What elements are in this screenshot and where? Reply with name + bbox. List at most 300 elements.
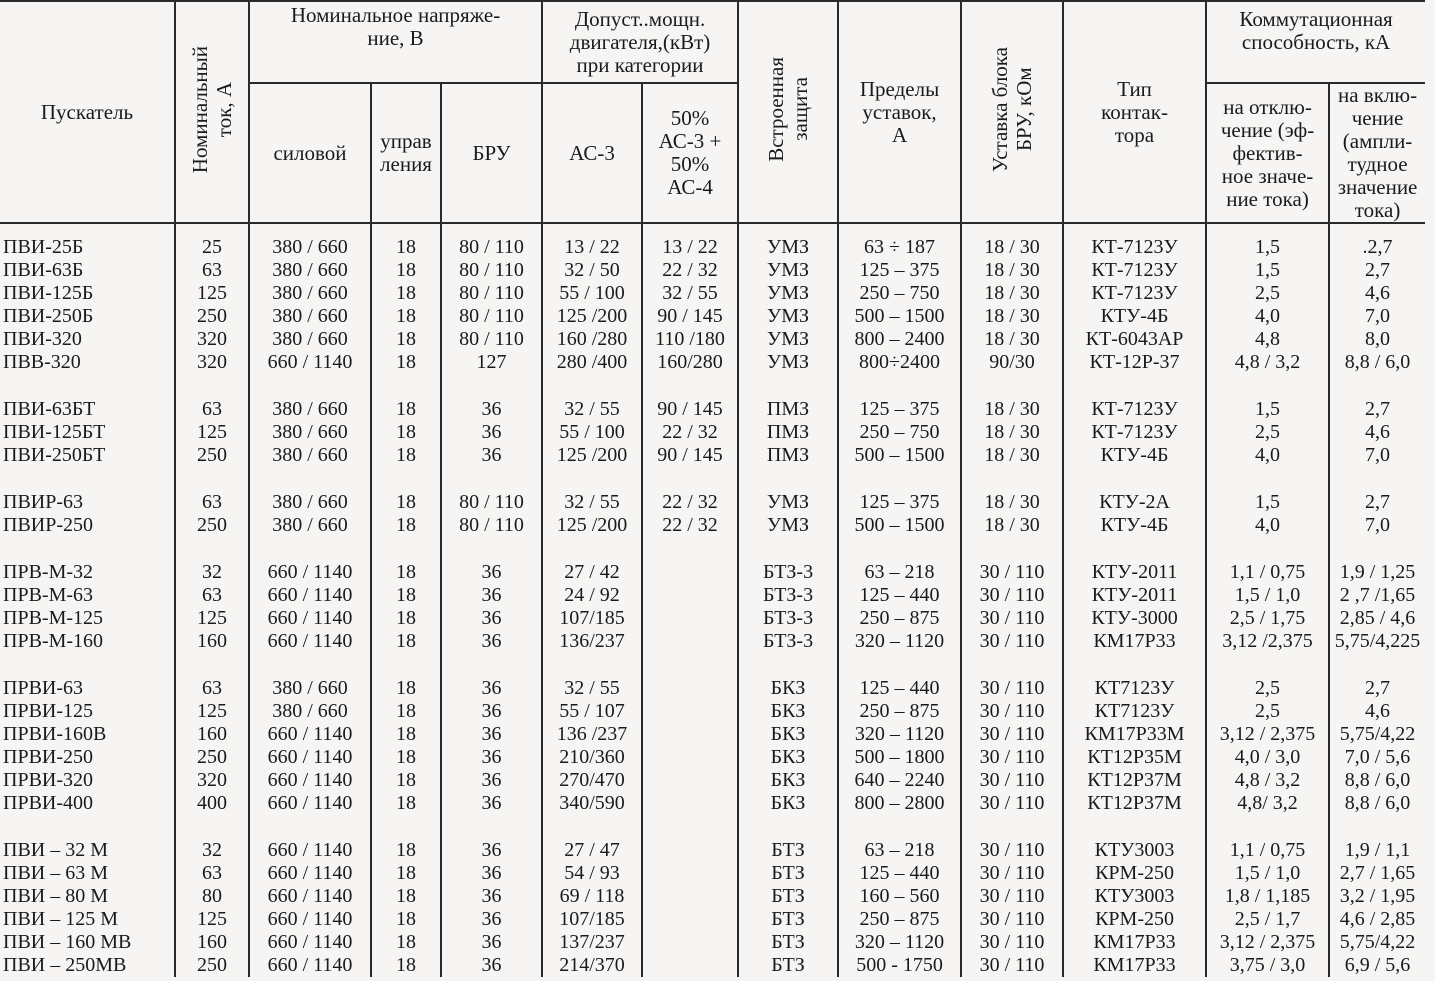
protection: БТЗ-3	[738, 607, 838, 630]
protection: БТЗ	[738, 954, 838, 977]
spacer-cell	[0, 223, 175, 236]
power-ac3: 125 /200	[542, 305, 642, 328]
voltage-power: 660 / 1140	[249, 723, 371, 746]
power-ac3: 13 / 22	[542, 236, 642, 259]
header-making: на вклю- чение (ампли- тудное значение тока)	[1329, 83, 1425, 223]
header-voltage-control: управ ления	[371, 83, 441, 223]
breaking-capacity: 2,5	[1206, 282, 1329, 305]
spacer-cell	[1063, 223, 1206, 236]
table-row	[0, 561, 1425, 584]
protection: БТЗ	[738, 908, 838, 931]
header-switching-capacity: Коммутационная способность, кА	[1206, 1, 1425, 83]
making-capacity: 8,8 / 6,0	[1329, 351, 1425, 374]
bru-setting: 30 / 110	[961, 630, 1063, 653]
spacer-cell	[1206, 467, 1329, 491]
power-ac3: 136 /237	[542, 723, 642, 746]
header-rated-current: Номинальный ток, А	[175, 1, 249, 223]
voltage-bru: 36	[441, 630, 542, 653]
setting-limits: 800÷2400	[838, 351, 961, 374]
voltage-power: 380 / 660	[249, 514, 371, 537]
table-row	[0, 444, 1425, 467]
making-capacity: 5,75/4,22	[1329, 931, 1425, 954]
table-row	[0, 954, 1425, 977]
group-spacer	[0, 467, 1425, 491]
rated-current: 32	[175, 561, 249, 584]
rated-current: 160	[175, 931, 249, 954]
voltage-control: 18	[371, 862, 441, 885]
bru-setting: 30 / 110	[961, 954, 1063, 977]
making-capacity: 4,6	[1329, 421, 1425, 444]
table-body	[0, 223, 1425, 977]
starter-name: ПВИ-250Б	[0, 305, 175, 328]
spacer-cell	[175, 537, 249, 561]
breaking-capacity: 4,0	[1206, 444, 1329, 467]
starter-name: ПВИР-250	[0, 514, 175, 537]
starter-name: ПРВИ-320	[0, 769, 175, 792]
contactor-type: КМ17Р33	[1063, 630, 1206, 653]
bru-setting: 18 / 30	[961, 398, 1063, 421]
spacer-cell	[1206, 815, 1329, 839]
spacer-cell	[642, 467, 738, 491]
voltage-power: 660 / 1140	[249, 769, 371, 792]
starter-name: ПВИ-63Б	[0, 259, 175, 282]
voltage-power: 380 / 660	[249, 700, 371, 723]
power-ac3-ac4: 32 / 55	[642, 282, 738, 305]
rated-current: 320	[175, 351, 249, 374]
starter-name: ПВИ-125Б	[0, 282, 175, 305]
voltage-bru: 36	[441, 398, 542, 421]
table-row	[0, 746, 1425, 769]
contactor-type: КТ-7123У	[1063, 236, 1206, 259]
spacer-cell	[249, 653, 371, 677]
setting-limits: 250 – 750	[838, 282, 961, 305]
power-ac3: 27 / 47	[542, 839, 642, 862]
table-row	[0, 584, 1425, 607]
voltage-bru: 36	[441, 444, 542, 467]
spacer-cell	[738, 653, 838, 677]
power-ac3-ac4	[642, 954, 738, 977]
power-ac3-ac4	[642, 908, 738, 931]
spacer-cell	[642, 815, 738, 839]
voltage-control: 18	[371, 677, 441, 700]
table-row	[0, 328, 1425, 351]
making-capacity: 2,7	[1329, 677, 1425, 700]
voltage-control: 18	[371, 885, 441, 908]
power-ac3: 107/185	[542, 607, 642, 630]
voltage-power: 380 / 660	[249, 491, 371, 514]
voltage-bru: 36	[441, 839, 542, 862]
power-ac3: 55 / 100	[542, 282, 642, 305]
spacer-cell	[175, 223, 249, 236]
table-row	[0, 769, 1425, 792]
contactor-type: КМ17Р33	[1063, 931, 1206, 954]
making-capacity: 4,6	[1329, 282, 1425, 305]
voltage-power: 660 / 1140	[249, 839, 371, 862]
voltage-bru: 80 / 110	[441, 328, 542, 351]
power-ac3-ac4: 160/280	[642, 351, 738, 374]
starter-name: ПВИ – 80 М	[0, 885, 175, 908]
voltage-bru: 80 / 110	[441, 305, 542, 328]
spacer-cell	[371, 815, 441, 839]
power-ac3-ac4: 90 / 145	[642, 398, 738, 421]
table-row	[0, 862, 1425, 885]
protection: БТЗ-3	[738, 630, 838, 653]
setting-limits: 320 – 1120	[838, 630, 961, 653]
voltage-control: 18	[371, 514, 441, 537]
power-ac3: 32 / 55	[542, 677, 642, 700]
making-capacity: 1,9 / 1,25	[1329, 561, 1425, 584]
spacer-cell	[961, 467, 1063, 491]
spacer-cell	[1206, 537, 1329, 561]
header-voltage-bru: БРУ	[441, 83, 542, 223]
spacer-cell	[961, 815, 1063, 839]
contactor-type: КРМ-250	[1063, 908, 1206, 931]
contactor-type: КТ12Р37М	[1063, 769, 1206, 792]
table-row	[0, 908, 1425, 931]
power-ac3: 210/360	[542, 746, 642, 769]
making-capacity: 2,7	[1329, 259, 1425, 282]
contactor-type: КТ12Р35М	[1063, 746, 1206, 769]
rated-current: 63	[175, 259, 249, 282]
rated-current: 160	[175, 723, 249, 746]
voltage-bru: 80 / 110	[441, 236, 542, 259]
voltage-bru: 36	[441, 862, 542, 885]
rated-current: 250	[175, 514, 249, 537]
spacer-cell	[441, 374, 542, 398]
spacer-cell	[1329, 537, 1425, 561]
power-ac3: 280 /400	[542, 351, 642, 374]
making-capacity: 1,9 / 1,1	[1329, 839, 1425, 862]
spacer-cell	[371, 223, 441, 236]
contactor-type: КТУ3003	[1063, 839, 1206, 862]
group-spacer	[0, 815, 1425, 839]
rated-current: 125	[175, 908, 249, 931]
header-bru-setting: Уставка блока БРУ, кОм	[961, 1, 1063, 223]
power-ac3-ac4	[642, 723, 738, 746]
breaking-capacity: 2,5	[1206, 700, 1329, 723]
starter-name: ПВИ – 125 М	[0, 908, 175, 931]
spacer-cell	[175, 467, 249, 491]
voltage-power: 660 / 1140	[249, 630, 371, 653]
voltage-power: 660 / 1140	[249, 351, 371, 374]
spacer-cell	[0, 653, 175, 677]
spacer-cell	[371, 653, 441, 677]
rated-current: 63	[175, 491, 249, 514]
contactor-type: КТУ-3000	[1063, 607, 1206, 630]
voltage-control: 18	[371, 421, 441, 444]
setting-limits: 160 – 560	[838, 885, 961, 908]
bru-setting: 30 / 110	[961, 931, 1063, 954]
group-spacer	[0, 653, 1425, 677]
rated-current: 80	[175, 885, 249, 908]
table-row	[0, 630, 1425, 653]
spacer-cell	[1329, 467, 1425, 491]
breaking-capacity: 4,8/ 3,2	[1206, 792, 1329, 815]
header-motor-power: Допуст..мощн. двигателя,(кВт) при категории	[542, 1, 738, 83]
table-row	[0, 700, 1425, 723]
bru-setting: 30 / 110	[961, 677, 1063, 700]
spacer-cell	[542, 815, 642, 839]
bru-setting: 18 / 30	[961, 514, 1063, 537]
making-capacity: 2 ,7 /1,65	[1329, 584, 1425, 607]
rated-current: 250	[175, 954, 249, 977]
header-protection: Встроенная защита	[738, 1, 838, 223]
voltage-power: 660 / 1140	[249, 908, 371, 931]
bru-setting: 30 / 110	[961, 885, 1063, 908]
spacer-cell	[1329, 223, 1425, 236]
setting-limits: 320 – 1120	[838, 931, 961, 954]
protection: БКЗ	[738, 677, 838, 700]
contactor-type: КТУ-2А	[1063, 491, 1206, 514]
voltage-control: 18	[371, 328, 441, 351]
starter-name: ПРВИ-250	[0, 746, 175, 769]
table-row	[0, 792, 1425, 815]
spacer-cell	[175, 653, 249, 677]
spacer-cell	[961, 223, 1063, 236]
voltage-bru: 36	[441, 421, 542, 444]
setting-limits: 500 - 1750	[838, 954, 961, 977]
header-voltage: Номинальное напряже- ние, В	[249, 1, 542, 83]
voltage-control: 18	[371, 700, 441, 723]
voltage-power: 660 / 1140	[249, 885, 371, 908]
protection: УМЗ	[738, 236, 838, 259]
breaking-capacity: 4,0 / 3,0	[1206, 746, 1329, 769]
spacer-cell	[249, 467, 371, 491]
starter-name: ПРВИ-125	[0, 700, 175, 723]
breaking-capacity: 1,5 / 1,0	[1206, 862, 1329, 885]
spacer-cell	[441, 815, 542, 839]
protection: БТЗ-3	[738, 584, 838, 607]
spacer-cell	[441, 467, 542, 491]
spacer-cell	[0, 467, 175, 491]
spacer-cell	[961, 537, 1063, 561]
spacer-cell	[642, 374, 738, 398]
header-voltage-power: силовой	[249, 83, 371, 223]
rated-current: 125	[175, 607, 249, 630]
spacer-cell	[175, 815, 249, 839]
voltage-bru: 127	[441, 351, 542, 374]
power-ac3: 55 / 107	[542, 700, 642, 723]
voltage-control: 18	[371, 282, 441, 305]
making-capacity: 7,0 / 5,6	[1329, 746, 1425, 769]
rated-current: 250	[175, 746, 249, 769]
voltage-power: 660 / 1140	[249, 584, 371, 607]
setting-limits: 800 – 2800	[838, 792, 961, 815]
power-ac3: 27 / 42	[542, 561, 642, 584]
power-ac3: 69 / 118	[542, 885, 642, 908]
contactor-type: КТУ-4Б	[1063, 444, 1206, 467]
power-ac3: 136/237	[542, 630, 642, 653]
header-setting-limits: Пределы уставок, А	[838, 1, 961, 223]
protection: БКЗ	[738, 723, 838, 746]
breaking-capacity: 3,12 / 2,375	[1206, 931, 1329, 954]
spacer-cell	[1063, 815, 1206, 839]
table-row	[0, 514, 1425, 537]
table-row	[0, 723, 1425, 746]
voltage-control: 18	[371, 746, 441, 769]
header-ac3-ac4: 50% АС-3 + 50% АС-4	[642, 83, 738, 223]
bru-setting: 30 / 110	[961, 839, 1063, 862]
power-ac3-ac4: 22 / 32	[642, 514, 738, 537]
protection: УМЗ	[738, 259, 838, 282]
voltage-bru: 36	[441, 792, 542, 815]
power-ac3-ac4: 22 / 32	[642, 421, 738, 444]
voltage-power: 380 / 660	[249, 444, 371, 467]
spacer-cell	[0, 537, 175, 561]
table-row	[0, 351, 1425, 374]
setting-limits: 125 – 375	[838, 491, 961, 514]
table-row	[0, 421, 1425, 444]
power-ac3-ac4: 90 / 145	[642, 305, 738, 328]
bru-setting: 18 / 30	[961, 305, 1063, 328]
breaking-capacity: 4,0	[1206, 514, 1329, 537]
power-ac3-ac4	[642, 584, 738, 607]
voltage-power: 380 / 660	[249, 421, 371, 444]
voltage-bru: 36	[441, 561, 542, 584]
voltage-bru: 36	[441, 723, 542, 746]
bru-setting: 30 / 110	[961, 584, 1063, 607]
power-ac3: 32 / 55	[542, 491, 642, 514]
breaking-capacity: 4,8 / 3,2	[1206, 769, 1329, 792]
making-capacity: 2,7	[1329, 398, 1425, 421]
starter-name: ПРВ-М-32	[0, 561, 175, 584]
voltage-power: 380 / 660	[249, 282, 371, 305]
power-ac3-ac4: 13 / 22	[642, 236, 738, 259]
table-header	[0, 1, 1425, 223]
power-ac3-ac4	[642, 746, 738, 769]
starter-name: ПВИ-320	[0, 328, 175, 351]
table-row	[0, 259, 1425, 282]
power-ac3-ac4: 110 /180	[642, 328, 738, 351]
bru-setting: 30 / 110	[961, 607, 1063, 630]
contactor-type: КТ12Р37М	[1063, 792, 1206, 815]
table-row	[0, 305, 1425, 328]
table-row	[0, 491, 1425, 514]
voltage-bru: 36	[441, 746, 542, 769]
spacer-cell	[249, 374, 371, 398]
spacer-cell	[738, 537, 838, 561]
spacer-cell	[738, 815, 838, 839]
breaking-capacity: 1,5	[1206, 236, 1329, 259]
contactor-type: КТУ-4Б	[1063, 514, 1206, 537]
contactor-type: КМ17Р33	[1063, 954, 1206, 977]
spacer-cell	[838, 537, 961, 561]
bru-setting: 18 / 30	[961, 259, 1063, 282]
starter-name: ПРВ-М-63	[0, 584, 175, 607]
spacer-cell	[542, 374, 642, 398]
rated-current: 125	[175, 421, 249, 444]
power-ac3: 107/185	[542, 908, 642, 931]
voltage-power: 660 / 1140	[249, 862, 371, 885]
header-breaking: на отклю- чение (эф- фектив- ное значе- ние тока)	[1206, 83, 1329, 223]
rated-current: 125	[175, 700, 249, 723]
protection: БТЗ	[738, 885, 838, 908]
starter-name: ПВИ – 63 М	[0, 862, 175, 885]
spacer-cell	[1329, 374, 1425, 398]
starter-name: ПВИ-250БТ	[0, 444, 175, 467]
voltage-control: 18	[371, 561, 441, 584]
setting-limits: 63 ÷ 187	[838, 236, 961, 259]
contactor-type: КТУ-2011	[1063, 584, 1206, 607]
voltage-bru: 36	[441, 677, 542, 700]
breaking-capacity: 1,5	[1206, 491, 1329, 514]
table-row	[0, 236, 1425, 259]
spacer-cell	[441, 223, 542, 236]
spacer-cell	[441, 653, 542, 677]
voltage-bru: 36	[441, 954, 542, 977]
spacer-cell	[371, 537, 441, 561]
voltage-power: 660 / 1140	[249, 561, 371, 584]
table-row	[0, 931, 1425, 954]
spacer-cell	[441, 537, 542, 561]
breaking-capacity: 3,75 / 3,0	[1206, 954, 1329, 977]
voltage-control: 18	[371, 444, 441, 467]
spacer-cell	[0, 374, 175, 398]
header-contactor-type: Тип контак- тора	[1063, 1, 1206, 223]
protection: БТЗ	[738, 839, 838, 862]
voltage-control: 18	[371, 769, 441, 792]
setting-limits: 500 – 1500	[838, 444, 961, 467]
making-capacity: 8,8 / 6,0	[1329, 769, 1425, 792]
spacer-cell	[542, 467, 642, 491]
spacer-cell	[542, 537, 642, 561]
spacer-cell	[1063, 653, 1206, 677]
protection: БКЗ	[738, 769, 838, 792]
voltage-bru: 36	[441, 607, 542, 630]
voltage-control: 18	[371, 236, 441, 259]
power-ac3-ac4	[642, 607, 738, 630]
bru-setting: 18 / 30	[961, 444, 1063, 467]
voltage-bru: 80 / 110	[441, 491, 542, 514]
power-ac3-ac4	[642, 885, 738, 908]
spacer-cell	[1329, 815, 1425, 839]
protection: БКЗ	[738, 700, 838, 723]
power-ac3-ac4	[642, 700, 738, 723]
table-row	[0, 839, 1425, 862]
voltage-control: 18	[371, 908, 441, 931]
group-spacer	[0, 374, 1425, 398]
spacer-cell	[738, 467, 838, 491]
spacer-cell	[1206, 374, 1329, 398]
voltage-control: 18	[371, 259, 441, 282]
voltage-power: 380 / 660	[249, 259, 371, 282]
power-ac3-ac4	[642, 792, 738, 815]
rated-current: 32	[175, 839, 249, 862]
setting-limits: 63 – 218	[838, 561, 961, 584]
rated-current: 125	[175, 282, 249, 305]
rated-current: 160	[175, 630, 249, 653]
starter-name: ПВИ-63БТ	[0, 398, 175, 421]
header-ac3: АС-3	[542, 83, 642, 223]
power-ac3-ac4	[642, 839, 738, 862]
bru-setting: 90/30	[961, 351, 1063, 374]
power-ac3-ac4	[642, 630, 738, 653]
making-capacity: .2,7	[1329, 236, 1425, 259]
breaking-capacity: 4,0	[1206, 305, 1329, 328]
power-ac3-ac4	[642, 862, 738, 885]
breaking-capacity: 1,1 / 0,75	[1206, 561, 1329, 584]
power-ac3-ac4	[642, 769, 738, 792]
making-capacity: 8,8 / 6,0	[1329, 792, 1425, 815]
starter-name: ПВВ-320	[0, 351, 175, 374]
header-starter: Пускатель	[0, 1, 175, 223]
protection: УМЗ	[738, 305, 838, 328]
making-capacity: 7,0	[1329, 514, 1425, 537]
rated-current: 25	[175, 236, 249, 259]
voltage-power: 380 / 660	[249, 677, 371, 700]
breaking-capacity: 2,5 / 1,7	[1206, 908, 1329, 931]
spacer-cell	[961, 374, 1063, 398]
